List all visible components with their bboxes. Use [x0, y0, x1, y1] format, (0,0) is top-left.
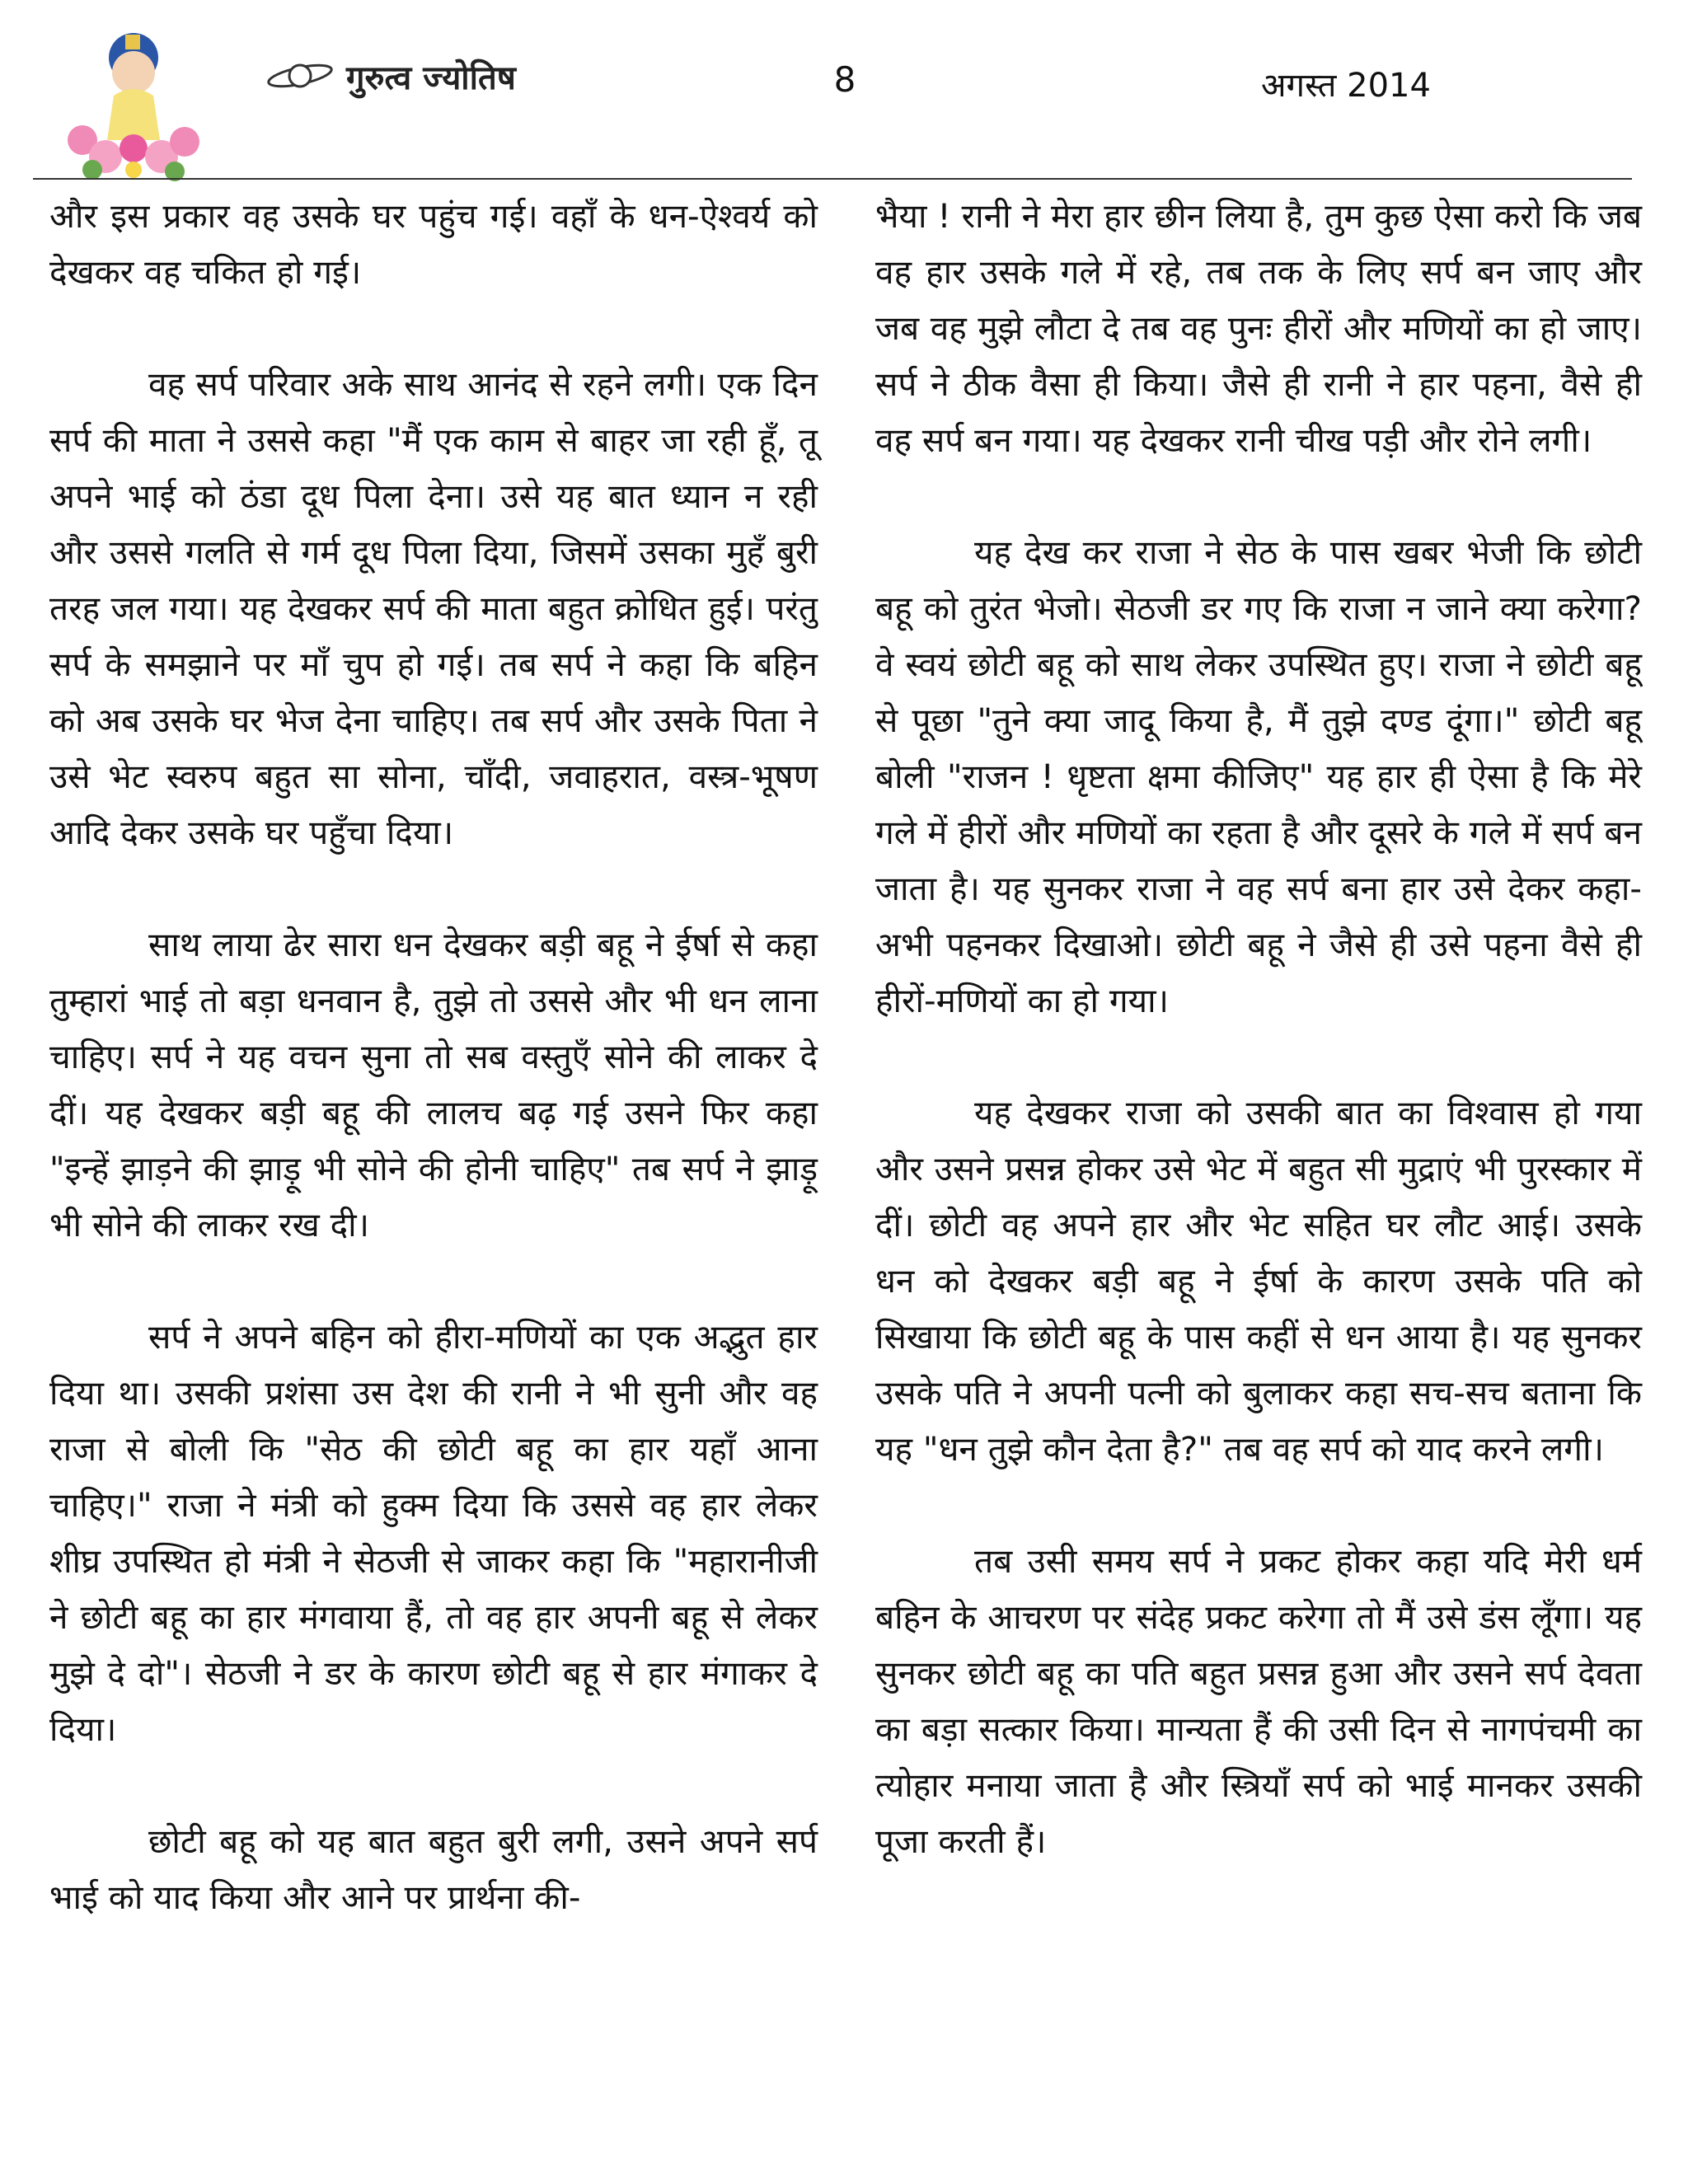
left-column: [49, 188, 818, 1925]
right-column: [875, 188, 1642, 1869]
paragraph: यह देख कर राजा ने सेठ के पास खबर भेजी कि छोटी बहू को तुरंत भेजो। सेठजी डर गए कि राजा न जाने क्या करेगा? वे स्वयं छोटी बहू को साथ लेकर उपस्थित हुए। राजा ने छोटी बहू से पूछा "तुने क्या जादू किया है, मैं तुझे दण्ड दूंगा।" छोटी बहू बोली "राजन ! धृष्टता क्षमा कीजिए" यह हार ही ऐसा है कि मेरे गले में हीरों और मणियों का रहता है और दूसरे के गले में सर्प बन जाता है। यह सुनकर राजा ने वह सर्प बना हार उसे देकर कहा- अभी पहनकर दिखाओ। छोटी बहू ने जैसे ही उसे पहना वैसे ही हीरों-मणियों का हो गया।: [875, 532, 1642, 1020]
paragraph: यह देखकर राजा को उसकी बात का विश्वास हो गया और उसने प्रसन्न होकर उसे भेट में बहुत सी मुद्राएं भी पुरस्कार में दीं। छोटी वह अपने हार और भेट सहित घर लौट आई। उसके धन को देखकर बड़ी बहू ने ईर्षा के कारण उसके पति को सिखाया कि छोटी बहू के पास कहीं से धन आया है। यह सुनकर उसके पति ने अपनी पत्नी को बुलाकर कहा सच-सच बताना कि यह "धन तुझे कौन देता है?" तब वह सर्प को याद करने लगी।: [875, 1093, 1642, 1469]
paragraph: और इस प्रकार वह उसके घर पहुंच गई। वहाँ के धन-ऐश्वर्य को देखकर वह चकित हो गई।: [49, 196, 818, 292]
brand: [265, 51, 516, 101]
paragraph: सर्प ने अपने बहिन को हीरा-मणियों का एक अद्भुत हार दिया था। उसकी प्रशंसा उस देश की रानी ने भी सुनी और वह राजा से बोली कि "सेठ की छोटी बहू का हार यहाँ आना चाहिए।" राजा ने मंत्री को हुक्म दिया कि उससे वह हार लेकर शीघ्र उपस्थित हो मंत्री ने सेठजी से जाकर कहा कि "महारानीजी ने छोटी बहू का हार मंगवाया हैं, तो वह हार अपनी बहू से लेकर मुझे दे दो"। सेठजी ने डर के कारण छोटी बहू से हार मंगाकर दे दिया।: [49, 1317, 818, 1749]
paragraph: छोटी बहू को यह बात बहुत बुरी लगी, उसने अपने सर्प भाई को याद किया और आने पर प्रार्थना की-: [49, 1821, 818, 1917]
paragraph: साथ लाया ढेर सारा धन देखकर बड़ी बहू ने ईर्षा से कहा तुम्हारां भाई तो बड़ा धनवान है, तुझे तो उससे और भी धन लाना चाहिए। सर्प ने यह वचन सुना तो सब वस्तुएँ सोने की लाकर दे दीं। यह देखकर बड़ी बहू की लालच बढ़ गई उसने फिर कहा "इन्हें झाड़ने की झाड़ू भी सोने की होनी चाहिए" तब सर्प ने झाड़ू भी सोने की लाकर रख दी।: [49, 925, 818, 1244]
krishna-illustration-icon: [64, 25, 203, 181]
page-number: 8: [833, 59, 856, 100]
header-divider: [33, 178, 1632, 180]
paragraph: वह सर्प परिवार अके साथ आनंद से रहने लगी। एक दिन सर्प की माता ने उससे कहा "मैं एक काम से बाहर जा रही हूँ, तू अपने भाई को ठंडा दूध पिला देना। उसे यह बात ध्यान न रही और उससे गलति से गर्म दूध पिला दिया, जिसमें उसका मुहँ बुरी तरह जल गया। यह देखकर सर्प की माता बहुत क्रोधित हुई। परंतु सर्प के समझाने पर माँ चुप हो गई। तब सर्प ने कहा कि बहिन को अब उसके घर भेज देना चाहिए। तब सर्प और उसके पिता ने उसे भेट स्वरुप बहुत सा सोना, चाँदी, जवाहरात, वस्त्र-भूषण आदि देकर उसके घर पहुँचा दिया।: [49, 364, 818, 852]
saturn-planet-icon: [265, 58, 335, 94]
issue-date: अगस्त 2014: [1261, 67, 1431, 105]
paragraph: तब उसी समय सर्प ने प्रकट होकर कहा यदि मेरी धर्म बहिन के आचरण पर संदेह प्रकट करेगा तो मैं उसे डंस लूँगा। यह सुनकर छोटी बहू का पति बहुत प्रसन्न हुआ और उसने सर्प देवता का बड़ा सत्कार किया। मान्यता हैं की उसी दिन से नागपंचमी का त्योहार मनाया जाता है और स्त्रियाँ सर्प को भाई मानकर उसकी पूजा करती हैं।: [875, 1541, 1642, 1861]
page-header: [0, 0, 1688, 183]
brand-name: गुरुत्व ज्योतिष: [346, 59, 516, 97]
paragraph: भैया ! रानी ने मेरा हार छीन लिया है, तुम कुछ ऐसा करो कि जब वह हार उसके गले में रहे, तब तक के लिए सर्प बन जाए और जब वह मुझे लौटा दे तब वह पुनः हीरों और मणियों का हो जाए। सर्प ने ठीक वैसा ही किया। जैसे ही रानी ने हार पहना, वैसे ही वह सर्प बन गया। यह देखकर रानी चीख पड़ी और रोने लगी।: [875, 196, 1642, 460]
